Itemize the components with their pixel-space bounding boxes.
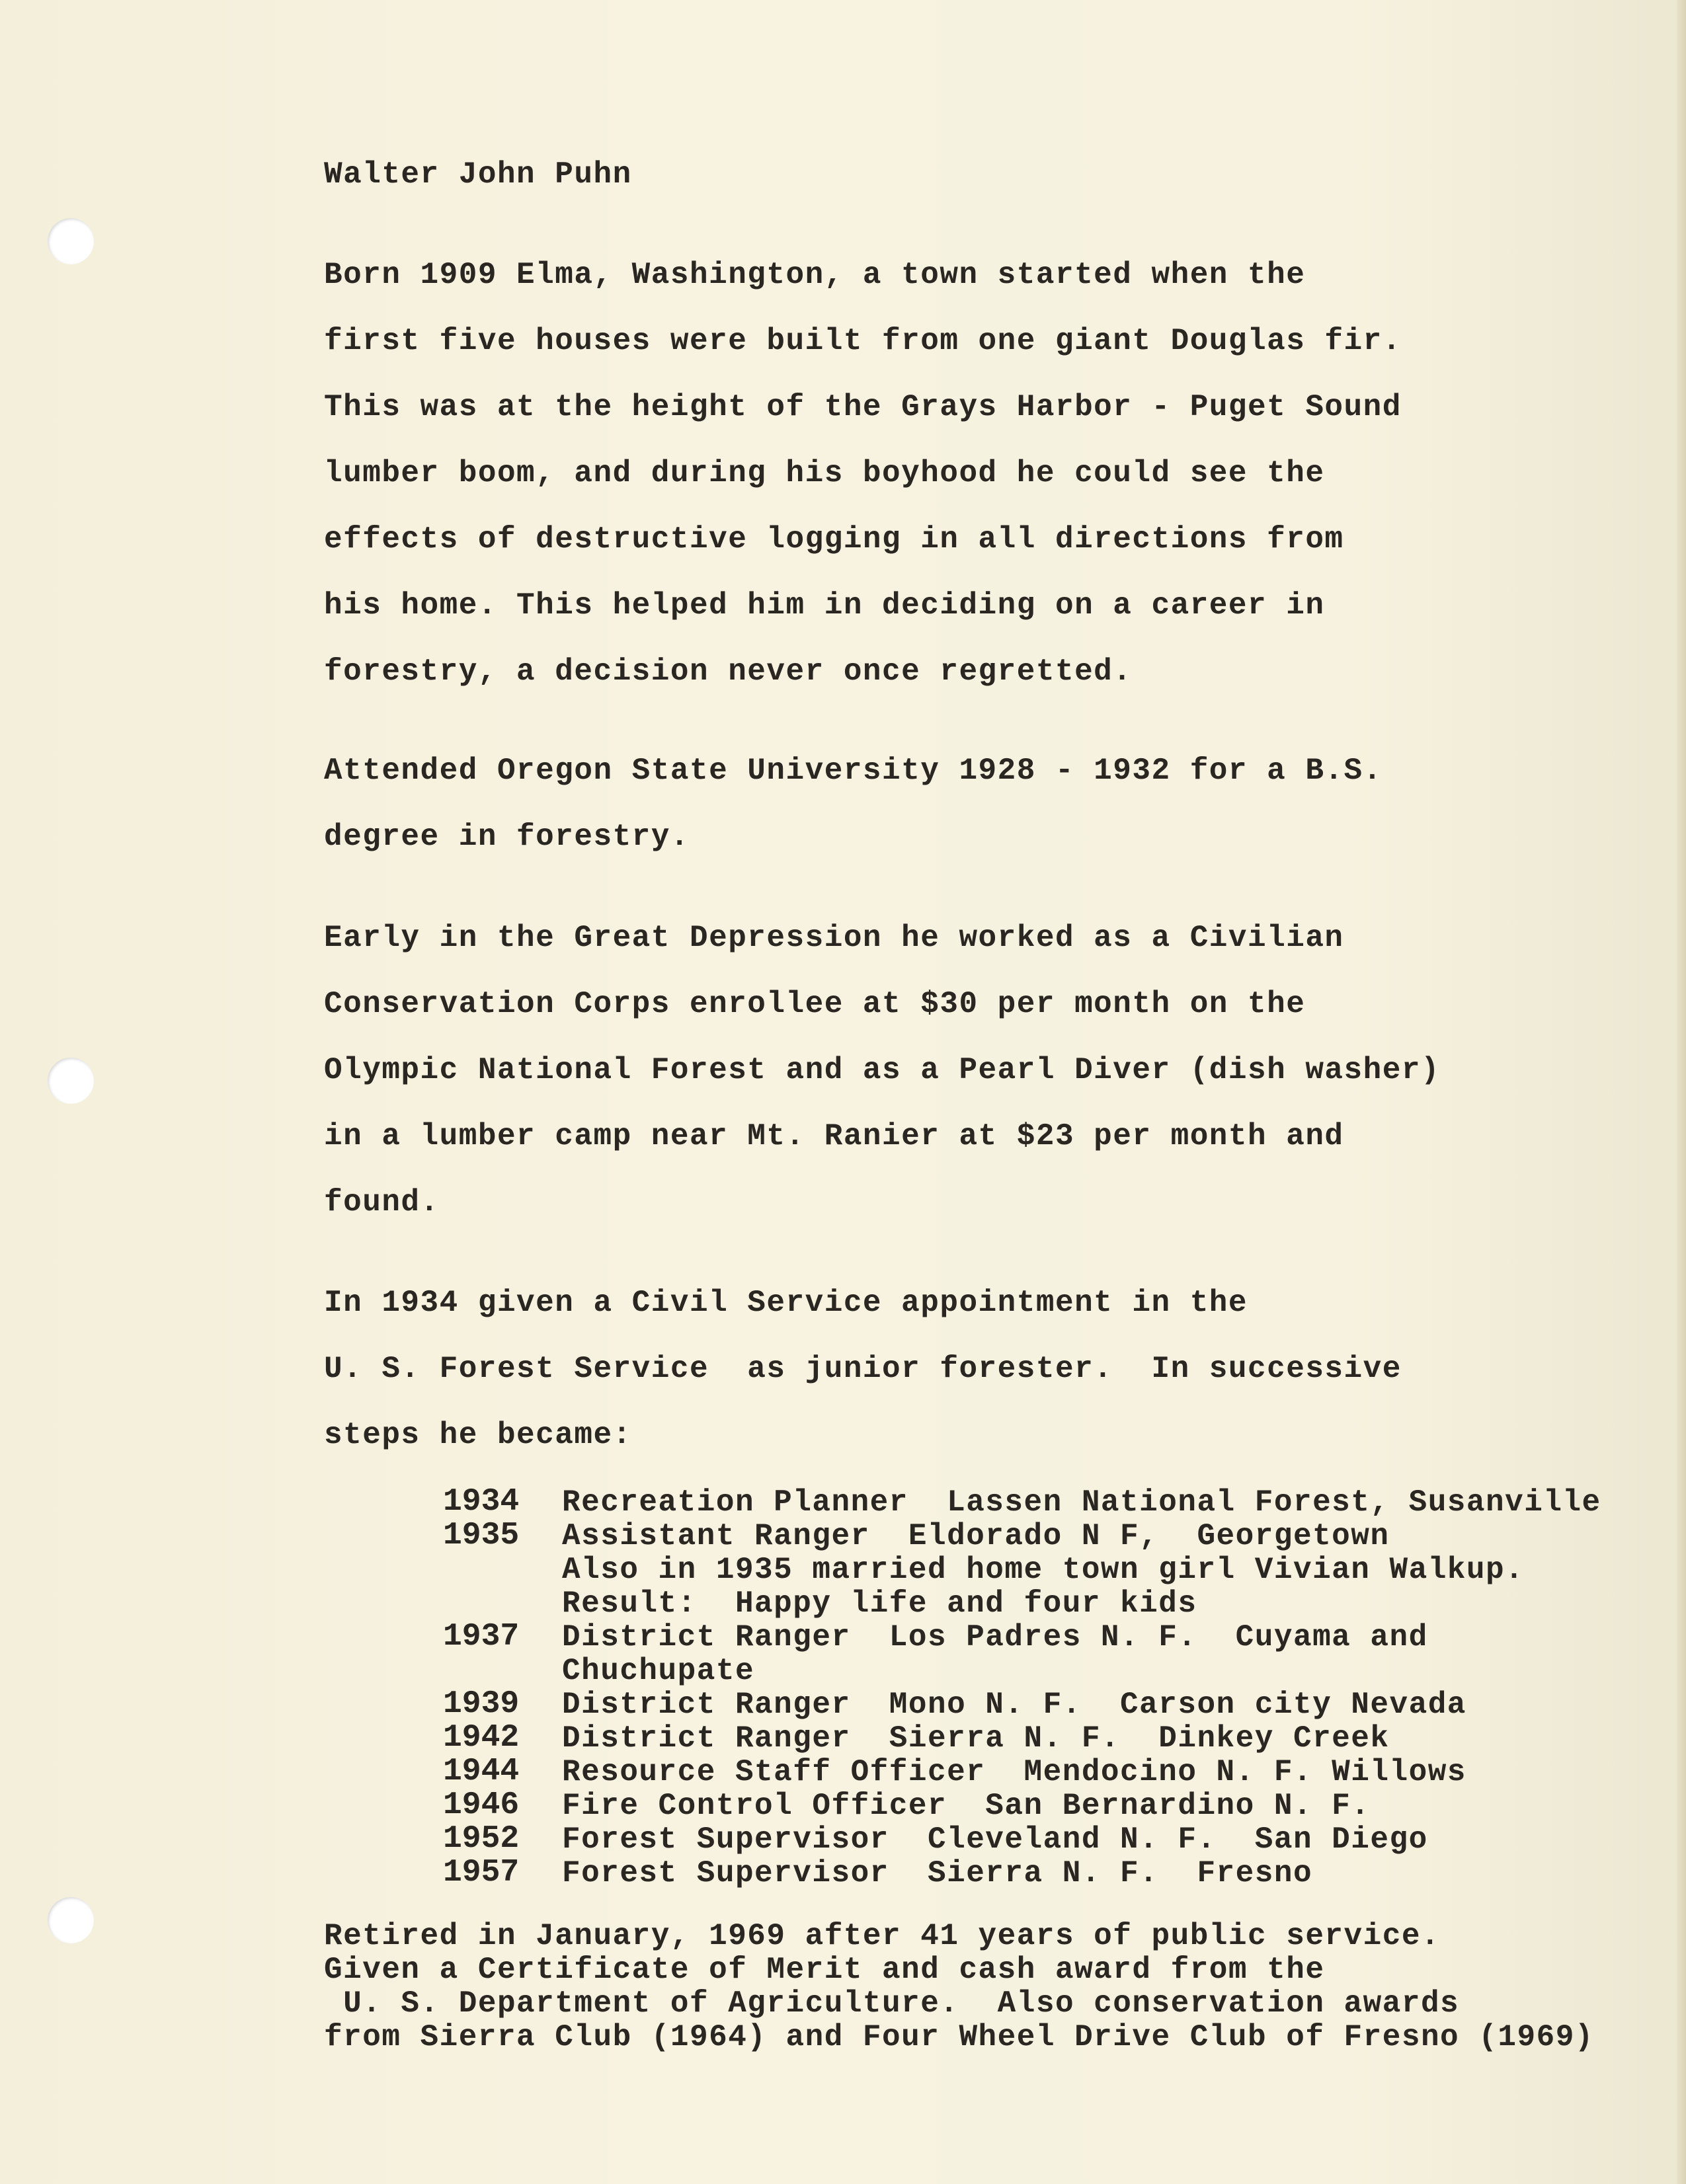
career-text: Assistant Ranger Eldorado N F, Georgetown [562, 1519, 1390, 1553]
career-text: Forest Supervisor Cleveland N. F. San Diego [562, 1822, 1428, 1857]
closing-line: U. S. Department of Agriculture. Also conservation awards [324, 1986, 1460, 2021]
paragraph-line: In 1934 given a Civil Service appointment in the [324, 1286, 1248, 1320]
punch-hole [48, 1897, 94, 1943]
paragraph-line: in a lumber camp near Mt. Ranier at $23 per month and [324, 1119, 1344, 1153]
page-edge [1677, 0, 1686, 2184]
career-year: 1957 [443, 1855, 520, 1891]
closing-line: Retired in January, 1969 after 41 years of public service. [324, 1919, 1441, 1953]
paragraph-line: found. [324, 1185, 440, 1220]
paragraph-line: Attended Oregon State University 1928 - 1932 for a B.S. [324, 754, 1383, 788]
career-text: Chuchupate [562, 1654, 755, 1688]
paragraph-line: Born 1909 Elma, Washington, a town started when the [324, 258, 1306, 292]
career-year: 1937 [443, 1619, 520, 1655]
paragraph-line: first five houses were built from one giant Douglas fir. [324, 324, 1402, 358]
paragraph-line: forestry, a decision never once regretted. [324, 654, 1133, 689]
career-text: Also in 1935 married home town girl Vivian Walkup. [562, 1553, 1525, 1587]
career-year: 1934 [443, 1484, 520, 1520]
career-year: 1939 [443, 1686, 520, 1722]
paragraph-line: lumber boom, and during his boyhood he could see the [324, 456, 1325, 490]
career-year: 1946 [443, 1787, 520, 1823]
paragraph-line: Early in the Great Depression he worked as a Civilian [324, 921, 1344, 955]
paragraph-line: This was at the height of the Grays Harbor - Puget Sound [324, 390, 1402, 424]
paragraph-line: degree in forestry. [324, 820, 690, 854]
career-text: District Ranger Sierra N. F. Dinkey Creek [562, 1721, 1390, 1756]
paragraph-line: U. S. Forest Service as junior forester. In successive [324, 1352, 1402, 1386]
paragraph-line: steps he became: [324, 1418, 632, 1452]
paragraph-line: effects of destructive logging in all directions from [324, 522, 1344, 557]
document-title: Walter John Puhn [324, 157, 632, 192]
paragraph-line: Olympic National Forest and as a Pearl Diver (dish washer) [324, 1053, 1441, 1087]
career-year: 1952 [443, 1821, 520, 1857]
career-text: Result: Happy life and four kids [562, 1586, 1197, 1621]
career-year: 1935 [443, 1518, 520, 1553]
career-year: 1942 [443, 1720, 520, 1756]
paragraph-line: his home. This helped him in deciding on a career in [324, 588, 1325, 623]
career-text: Recreation Planner Lassen National Forest, Susanville [562, 1485, 1601, 1520]
closing-line: from Sierra Club (1964) and Four Wheel Drive Club of Fresno (1969) [324, 2020, 1594, 2054]
career-year: 1944 [443, 1754, 520, 1789]
career-text: Resource Staff Officer Mendocino N. F. Willows [562, 1755, 1466, 1789]
punch-hole [48, 218, 94, 264]
closing-line: Given a Certificate of Merit and cash award from the [324, 1953, 1325, 1987]
career-text: Fire Control Officer San Bernardino N. F. [562, 1789, 1371, 1823]
punch-hole [48, 1058, 94, 1104]
career-text: District Ranger Mono N. F. Carson city Nevada [562, 1688, 1466, 1722]
career-text: Forest Supervisor Sierra N. F. Fresno [562, 1856, 1313, 1891]
paragraph-line: Conservation Corps enrollee at $30 per month on the [324, 987, 1306, 1021]
career-text: District Ranger Los Padres N. F. Cuyama and [562, 1620, 1428, 1655]
